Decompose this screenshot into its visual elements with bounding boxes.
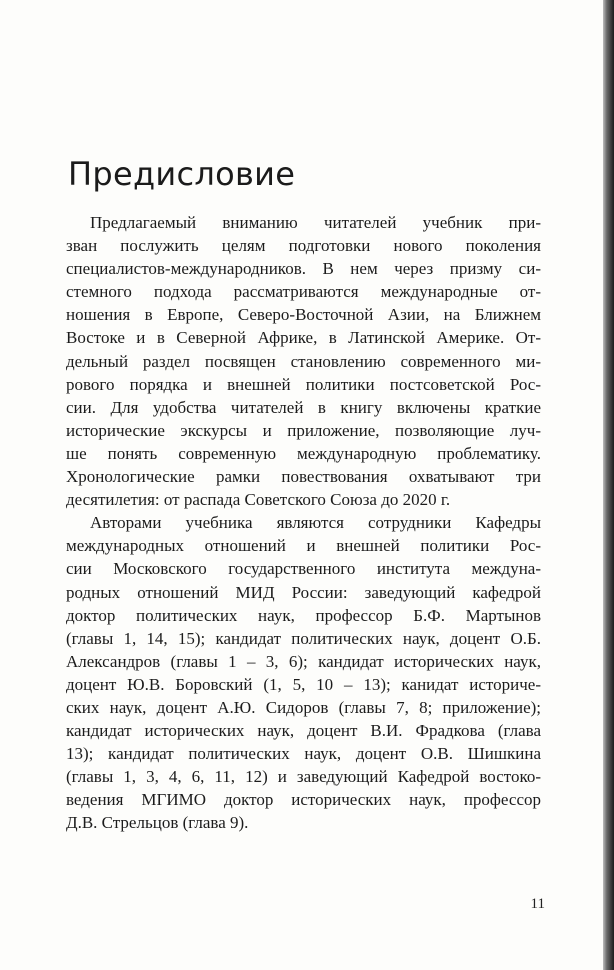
text-line: ше понять современную международную проблематику. xyxy=(66,443,541,463)
text-line: ведения МГИМО доктор исторических наук, профессор xyxy=(66,790,541,810)
text-line: (главы 1, 3, 4, 6, 11, 12) и заведующий Кафедрой востоко- xyxy=(66,767,541,787)
text-line: Александров (главы 1 – 3, 6); кандидат исторических наук, xyxy=(66,651,541,671)
page-edge-shadow xyxy=(603,0,614,970)
paragraph-1 xyxy=(66,211,541,511)
text-line: Хронологические рамки повествования охватывают три xyxy=(66,467,541,487)
text-line: специалистов-международников. В нем через призму си- xyxy=(66,259,541,279)
text-line: рового порядка и внешней политики постсоветской Рос- xyxy=(66,374,541,394)
text-line: ношения в Европе, Северо-Восточной Азии, на Ближнем xyxy=(66,305,541,325)
page-number: 11 xyxy=(530,896,545,912)
text-line: Предлагаемый вниманию читателей учебник при- xyxy=(90,213,541,232)
text-line: 13); кандидат политических наук, доцент О.В. Шишкина xyxy=(66,744,541,764)
text-line: международных отношений и внешней политики Рос- xyxy=(66,536,541,556)
preface-text xyxy=(66,211,541,835)
page-title: Предисловие xyxy=(68,155,296,193)
text-line: (главы 1, 14, 15); кандидат политических наук, доцент О.Б. xyxy=(66,628,541,648)
text-line: сии Московского государственного института междуна- xyxy=(66,559,541,579)
text-line: родных отношений МИД России: заведующий кафедрой xyxy=(66,582,541,602)
text-line: Авторами учебника являются сотрудники Кафедры xyxy=(90,513,541,533)
text-line: исторические экскурсы и приложение, позволяющие луч- xyxy=(66,420,541,440)
text-line: доцент Ю.В. Боровский (1, 5, 10 – 13); канидат историче- xyxy=(66,674,541,694)
text-line: зван послужить целям подготовки нового поколения xyxy=(66,236,541,256)
text-line: кандидат исторических наук, доцент В.И. Фрадкова (глава xyxy=(66,721,541,741)
text-line: дельный раздел посвящен становлению современного ми- xyxy=(66,351,541,371)
text-line: Д.В. Стрельцов (глава 9). xyxy=(66,813,249,833)
text-line: ских наук, доцент А.Ю. Сидоров (главы 7, 8; приложение); xyxy=(66,697,541,717)
paragraph-2 xyxy=(66,511,541,834)
text-line: десятилетия: от распада Советского Союза до 2020 г. xyxy=(66,490,451,510)
text-line: Востоке и в Северной Африке, в Латинской Америке. От- xyxy=(66,328,541,348)
text-line: доктор политических наук, профессор Б.Ф. Мартынов xyxy=(66,605,541,625)
text-line: стемного подхода рассматриваются международные от- xyxy=(66,282,541,302)
text-line: сии. Для удобства читателей в книгу включены краткие xyxy=(66,397,541,417)
